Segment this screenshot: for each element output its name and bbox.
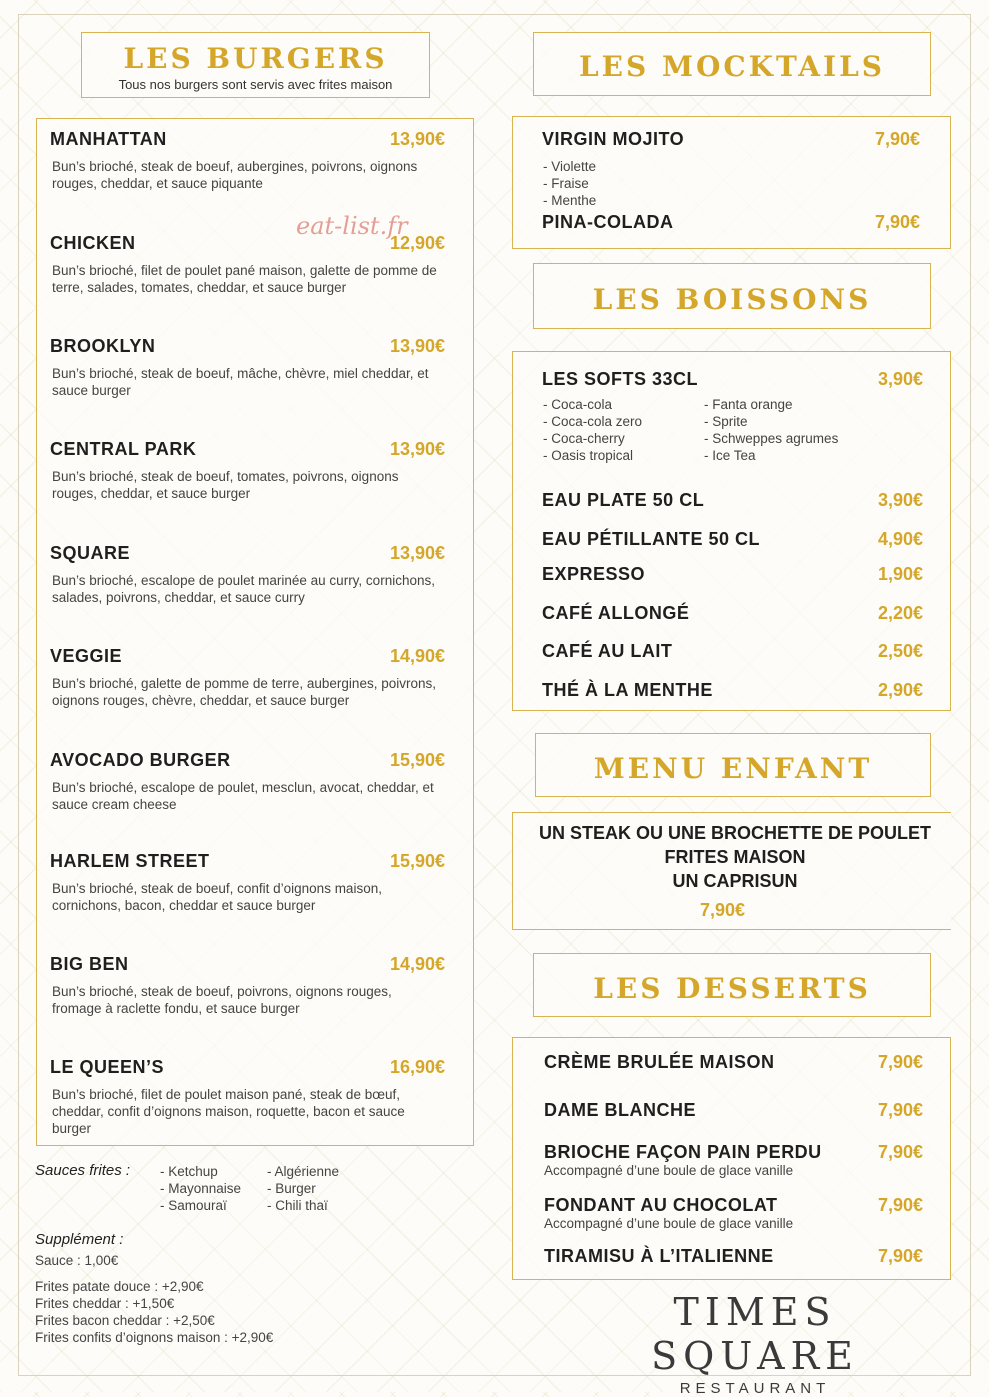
- dessert-name: BRIOCHE FAÇON PAIN PERDU: [544, 1142, 822, 1162]
- soft-item: - Sprite: [704, 414, 748, 429]
- drink-price: 2,20€: [877, 603, 923, 623]
- dessert-price: 7,90€: [877, 1246, 923, 1266]
- dessert-name: FONDANT AU CHOCOLAT: [544, 1195, 778, 1215]
- dessert-name: CRÈME BRULÉE MAISON: [544, 1052, 775, 1072]
- mocktail-name: PINA-COLADA: [542, 212, 674, 232]
- supplement-list: [35, 1278, 273, 1346]
- burger-name: CENTRAL PARK: [50, 439, 197, 459]
- burger-price: 14,90€: [389, 646, 445, 666]
- burger-name: VEGGIE: [50, 646, 123, 666]
- burgers-subtitle: Tous nos burgers sont servis avec frites maison: [118, 77, 393, 92]
- drink-name: CAFÉ ALLONGÉ: [542, 603, 690, 623]
- supplement-label: Supplément :: [35, 1231, 124, 1248]
- boissons-title: LES BOISSONS: [592, 283, 872, 316]
- dessert-name: TIRAMISU À L’ITALIENNE: [544, 1246, 774, 1266]
- burger-desc: Bun’s brioché, steak de boeuf, aubergines, poivrons, oignons rouges, cheddar, et sauce piquante: [52, 159, 418, 191]
- burger-name: BROOKLYN: [50, 336, 156, 356]
- softs-col2: [704, 396, 838, 464]
- variant-item: - Fraise: [543, 176, 589, 191]
- enfant-line: UN STEAK OU UNE BROCHETTE DE POULET: [538, 823, 932, 843]
- burger-name: AVOCADO BURGER: [50, 750, 231, 770]
- enfant-lines: [512, 821, 958, 893]
- desserts-title-box: [533, 953, 931, 1017]
- dessert-price: 7,90€: [877, 1100, 923, 1120]
- burger-name: SQUARE: [50, 543, 131, 563]
- enfant-price: 7,90€: [700, 900, 746, 920]
- enfant-title-box: [535, 733, 931, 797]
- burger-name: MANHATTAN: [50, 129, 167, 149]
- drink-price: 1,90€: [877, 564, 923, 584]
- burger-desc: Bun’s brioché, steak de boeuf, poivrons, oignons rouges, fromage à raclette fondu, et sauce burger: [52, 984, 392, 1016]
- enfant-line: FRITES MAISON: [664, 847, 806, 867]
- sauce-item: - Samouraï: [160, 1198, 227, 1213]
- soft-item: - Coca-cola: [543, 397, 613, 412]
- enfant-line: UN CAPRISUN: [672, 871, 798, 891]
- drink-price: 2,50€: [877, 641, 923, 661]
- drink-price: 3,90€: [877, 490, 923, 510]
- burger-desc: Bun’s brioché, steak de boeuf, tomates, poivrons, oignons rouges, cheddar, et sauce burger: [52, 469, 399, 501]
- dessert-name: DAME BLANCHE: [544, 1100, 696, 1120]
- burger-name: CHICKEN: [50, 233, 136, 253]
- soft-item: - Coca-cherry: [543, 431, 625, 446]
- dessert-sub: Accompagné d’une boule de glace vanille: [544, 1163, 794, 1178]
- burger-price: 13,90€: [389, 129, 445, 149]
- sauce-item: - Chili thaï: [267, 1198, 328, 1213]
- burger-price: 16,90€: [389, 1057, 445, 1077]
- dessert-price: 7,90€: [877, 1195, 923, 1215]
- sauce-item: - Mayonnaise: [160, 1181, 242, 1196]
- dessert-price: 7,90€: [877, 1052, 923, 1072]
- soft-item: - Ice Tea: [704, 448, 756, 463]
- sauces-label: Sauces frites :: [35, 1162, 131, 1179]
- variant-item: - Violette: [543, 159, 597, 174]
- burger-price: 13,90€: [389, 336, 445, 356]
- drink-name: EAU PÉTILLANTE 50 CL: [542, 529, 761, 549]
- drink-name: EAU PLATE 50 CL: [542, 490, 705, 510]
- burger-desc: Bun’s brioché, steak de boeuf, confit d’oignons maison, cornichons, bacon, cheddar et sauce burger: [52, 881, 382, 913]
- burger-desc: Bun’s brioché, escalope de poulet marinée au curry, cornichons, salades, poivrons, cheddar, et sauce curry: [52, 573, 435, 605]
- burger-name: BIG BEN: [50, 954, 129, 974]
- burger-price: 15,90€: [389, 750, 445, 770]
- supplement-sauce: Sauce : 1,00€: [35, 1253, 119, 1268]
- logo-main: TIMES SQUARE: [651, 1290, 859, 1378]
- mocktails-title-box: [533, 32, 931, 96]
- burger-desc: Bun’s brioché, filet de poulet pané maison, galette de pomme de terre, salades, tomates, cheddar, et sauce burger: [52, 263, 437, 295]
- mocktail-price: 7,90€: [874, 212, 920, 232]
- sauce-item: - Burger: [267, 1181, 316, 1196]
- boissons-title-box: [533, 263, 931, 329]
- dessert-price: 7,90€: [877, 1142, 923, 1162]
- softs-price: 3,90€: [877, 369, 923, 389]
- watermark: eat-list.fr: [296, 212, 408, 240]
- supplement-line: Frites patate douce : +2,90€: [35, 1279, 204, 1294]
- burger-desc: Bun’s brioché, steak de boeuf, mâche, chèvre, miel cheddar, et sauce burger: [52, 366, 429, 398]
- burger-desc: Bun’s brioché, galette de pomme de terre, aubergines, poivrons, oignons rouges, chèvre, cheddar, et sauce burger: [52, 676, 436, 708]
- sauce-item: - Algérienne: [267, 1164, 340, 1179]
- drink-name: CAFÉ AU LAIT: [542, 641, 673, 661]
- burger-price: 13,90€: [389, 439, 445, 459]
- drink-price: 4,90€: [877, 529, 923, 549]
- burgers-title: LES BURGERS: [123, 42, 388, 75]
- drink-name: THÉ À LA MENTHE: [542, 680, 713, 700]
- soft-item: - Fanta orange: [704, 397, 793, 412]
- variant-item: - Menthe: [543, 193, 597, 208]
- supplement-line: Frites bacon cheddar : +2,50€: [35, 1313, 215, 1328]
- softs-name: LES SOFTS 33CL: [542, 369, 699, 389]
- sauce-item: - Ketchup: [160, 1164, 218, 1179]
- burger-price: 14,90€: [389, 954, 445, 974]
- sauces-col1: [160, 1163, 241, 1214]
- drink-price: 2,90€: [877, 680, 923, 700]
- burgers-title-box: [81, 32, 430, 98]
- mocktail-name: VIRGIN MOJITO: [542, 129, 685, 149]
- burger-price: 12,90€: [389, 233, 445, 253]
- logo-sub: RESTAURANT: [679, 1380, 831, 1397]
- softs-col1: [543, 396, 642, 464]
- sauces-col2: [267, 1163, 339, 1214]
- soft-item: - Schweppes agrumes: [704, 431, 839, 446]
- mocktail-price: 7,90€: [874, 129, 920, 149]
- soft-item: - Coca-cola zero: [543, 414, 643, 429]
- mocktail-variants: [543, 158, 596, 209]
- burger-desc: Bun’s brioché, escalope de poulet, mesclun, avocat, cheddar, et sauce cream cheese: [52, 780, 434, 812]
- dessert-sub: Accompagné d’une boule de glace vanille: [544, 1216, 794, 1231]
- drink-name: EXPRESSO: [542, 564, 646, 584]
- burger-name: HARLEM STREET: [50, 851, 210, 871]
- burger-desc: Bun’s brioché, filet de poulet maison pané, steak de bœuf, cheddar, confit d’oignons maison, roquette, bacon et sauce burger: [52, 1087, 405, 1136]
- mocktails-title: LES MOCKTAILS: [578, 50, 886, 83]
- soft-item: - Oasis tropical: [543, 448, 634, 463]
- enfant-title: MENU ENFANT: [593, 752, 873, 785]
- restaurant-logo: [600, 1290, 910, 1397]
- desserts-title: LES DESSERTS: [593, 972, 871, 1005]
- supplement-line: Frites confits d’oignons maison : +2,90€: [35, 1330, 274, 1345]
- supplement-line: Frites cheddar : +1,50€: [35, 1296, 175, 1311]
- burger-price: 13,90€: [389, 543, 445, 563]
- burger-name: LE QUEEN’S: [50, 1057, 165, 1077]
- burger-price: 15,90€: [389, 851, 445, 871]
